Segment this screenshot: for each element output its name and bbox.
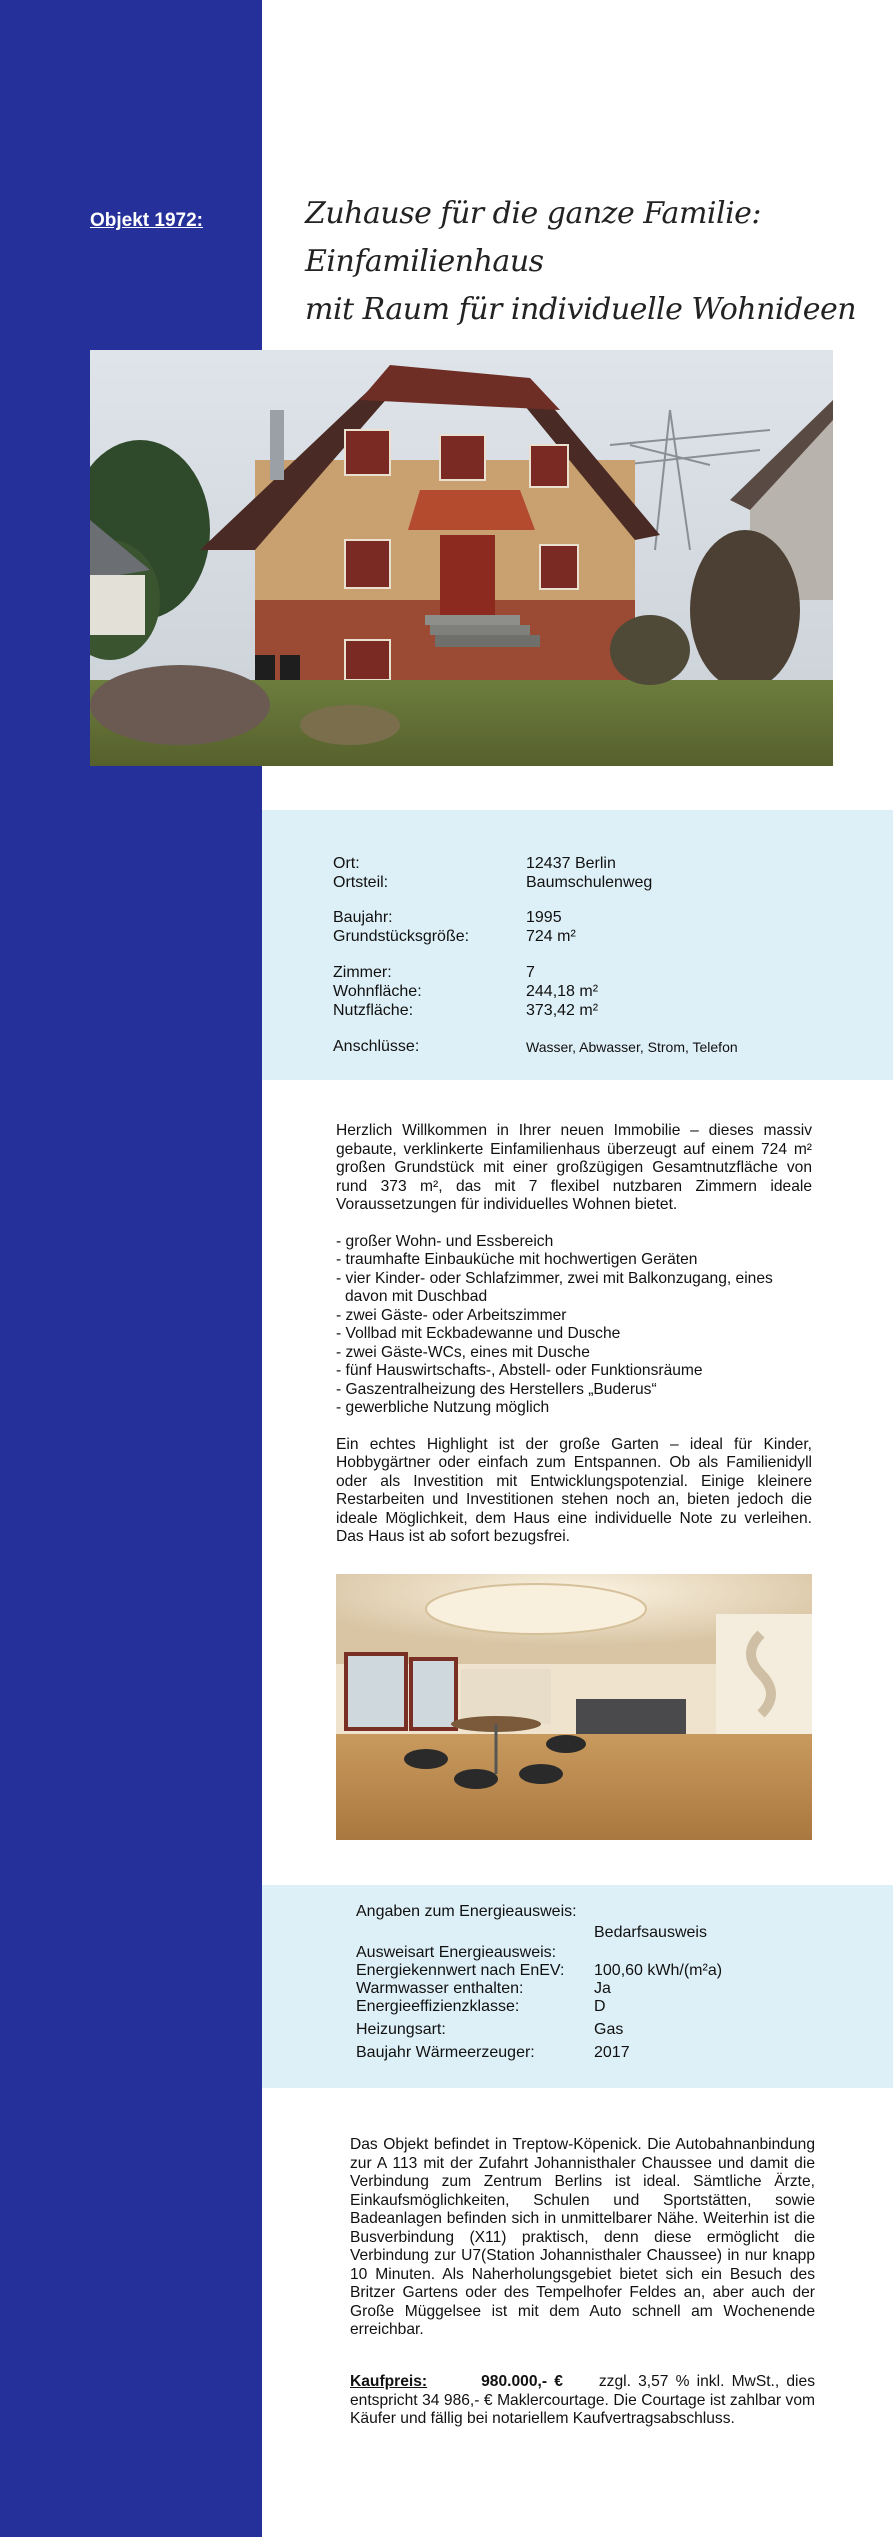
description-highlight: Ein echtes Highlight ist der große Garten – ideal für Kinder, Hobbygärtner oder einfach zum Entspannen. Ob als Familienidyll oder als Investition mit Entwicklungspotenzial. Einige kleinere Restarbeiten und Investitionen stehen noch an, bieten jedoch die ideale Möglichkeit, dem Haus eine individuelle Note zu verleihen. Das Haus ist ab sofort bezugsfrei. bbox=[336, 1435, 812, 1545]
wohnflaeche-label: Wohnfläche: bbox=[333, 983, 422, 1000]
effizienzklasse-label: Energieeffizienzklasse: bbox=[356, 1998, 520, 2015]
description-intro: Herzlich Willkommen in Ihrer neuen Immobilie – dieses massiv gebaute, verklinkerte Einfamilienhaus überzeugt auf einem 724 m² großen Grundstück mit einer großzügigen Gesamtnutzfläche von rund 373 m², das mit 7 flexibel nutzbaren Zimmern ideale Voraussetzungen für individuelles Wohnen bietet. bbox=[336, 1122, 812, 1213]
anschluesse-label: Anschlüsse: bbox=[333, 1038, 420, 1055]
title-line-1: Zuhause für die ganze Familie: Einfamilienhaus bbox=[305, 196, 762, 279]
waermeerzeuger-label: Baujahr Wärmeerzeuger: bbox=[356, 2044, 535, 2061]
price-label: Kaufpreis: bbox=[350, 2373, 428, 2390]
location-description: Das Objekt befindet in Treptow-Köpenick. Die Autobahnanbindung zur A 113 mit der Zufahrt Johannisthaler Chaussee und damit die Verbindung zum Zentrum Berlins ist ideal. Sämtliche Ärzte, Einkaufsmöglichkeiten, Schulen und Sportstätten, sowie Badeanlagen befinden sich in unmittelbarer Nähe. Weiterhin ist die Busverbindung (X11) praktisch, denn diese ermöglicht die Verbindung zur U7(Station Johannisthaler Chaussee) in nur knapp 10 Minuten. Als Naherholungsgebiet bietet sich ein Besuch des Britzer Gartens oder des Tempelhofer Feldes an, aber auch der Große Müggelsee ist mit dem Auto schnell am Wochenende erreichbar. bbox=[350, 2136, 815, 2338]
grundstueck-value: 724 m² bbox=[526, 928, 576, 945]
heizungsart-label: Heizungsart: bbox=[356, 2021, 446, 2038]
warmwasser-label: Warmwasser enthalten: bbox=[356, 1980, 524, 1997]
zimmer-value: 7 bbox=[526, 964, 535, 981]
nutzflaeche-label: Nutzfläche: bbox=[333, 1002, 414, 1019]
ausweisart-label: Ausweisart Energieausweis: bbox=[356, 1944, 557, 1961]
feature-item: davon mit Duschbad bbox=[345, 1288, 488, 1305]
kennwert-value: 100,60 kWh/(m²a) bbox=[594, 1962, 723, 1979]
interior-photo bbox=[336, 1574, 812, 1840]
heizungsart-value: Gas bbox=[594, 2021, 624, 2038]
feature-item: - Gaszentralheizung des Herstellers „Buderus“ bbox=[336, 1380, 657, 1398]
baujahr-label: Baujahr: bbox=[333, 909, 393, 926]
ausweisart-value: Bedarfsausweis bbox=[594, 1924, 707, 1941]
ortsteil-value: Baumschulenweg bbox=[526, 874, 653, 891]
feature-item: - zwei Gäste-WCs, eines mit Dusche bbox=[336, 1343, 590, 1361]
waermeerzeuger-value: 2017 bbox=[594, 2044, 630, 2061]
house-exterior-photo bbox=[90, 350, 833, 766]
effizienzklasse-value: D bbox=[594, 1998, 606, 2015]
feature-item: - fünf Hauswirtschafts-, Abstell- oder Funktionsräume bbox=[336, 1362, 703, 1379]
energy-heading: Angaben zum Energieausweis: bbox=[356, 1903, 577, 1920]
feature-item: - gewerbliche Nutzung möglich bbox=[336, 1399, 550, 1416]
ort-value: 12437 Berlin bbox=[526, 855, 616, 872]
objekt-label: Objekt 1972: bbox=[90, 210, 203, 231]
kennwert-label: Energiekennwert nach EnEV: bbox=[356, 1962, 565, 1979]
price-note: zzgl. 3,57 % inkl. MwSt., dies entspricht 34 986,- € Maklercourtage. Die Courtage ist zahlbar vom Käufer und fällig bei notariellem Kaufvertragsabschluss. bbox=[350, 2373, 815, 2427]
feature-item: - zwei Gäste- oder Arbeitszimmer bbox=[336, 1306, 567, 1324]
zimmer-label: Zimmer: bbox=[333, 964, 392, 981]
ort-label: Ort: bbox=[333, 855, 360, 872]
anschluesse-value: Wasser, Abwasser, Strom, Telefon bbox=[526, 1039, 738, 1055]
feature-item: - vier Kinder- oder Schlafzimmer, zwei mit Balkonzugang, eines bbox=[336, 1269, 773, 1287]
feature-item: - großer Wohn- und Essbereich bbox=[336, 1232, 554, 1250]
feature-item: - Vollbad mit Eckbadewanne und Dusche bbox=[336, 1325, 621, 1342]
warmwasser-value: Ja bbox=[594, 1980, 611, 1997]
feature-item: - traumhafte Einbauküche mit hochwertigen Geräten bbox=[336, 1251, 698, 1268]
page-title bbox=[305, 190, 865, 334]
ortsteil-label: Ortsteil: bbox=[333, 874, 389, 891]
wohnflaeche-value: 244,18 m² bbox=[526, 983, 599, 1000]
title-line-2: mit Raum für individuelle Wohnideen bbox=[305, 292, 857, 327]
description bbox=[336, 1122, 812, 1547]
nutzflaeche-value: 373,42 m² bbox=[526, 1002, 599, 1019]
grundstueck-label: Grundstücksgröße: bbox=[333, 928, 470, 945]
price-amount: 980.000,- € bbox=[481, 2373, 563, 2390]
feature-list bbox=[336, 1233, 812, 1418]
price-section bbox=[350, 2373, 815, 2429]
baujahr-value: 1995 bbox=[526, 909, 562, 926]
